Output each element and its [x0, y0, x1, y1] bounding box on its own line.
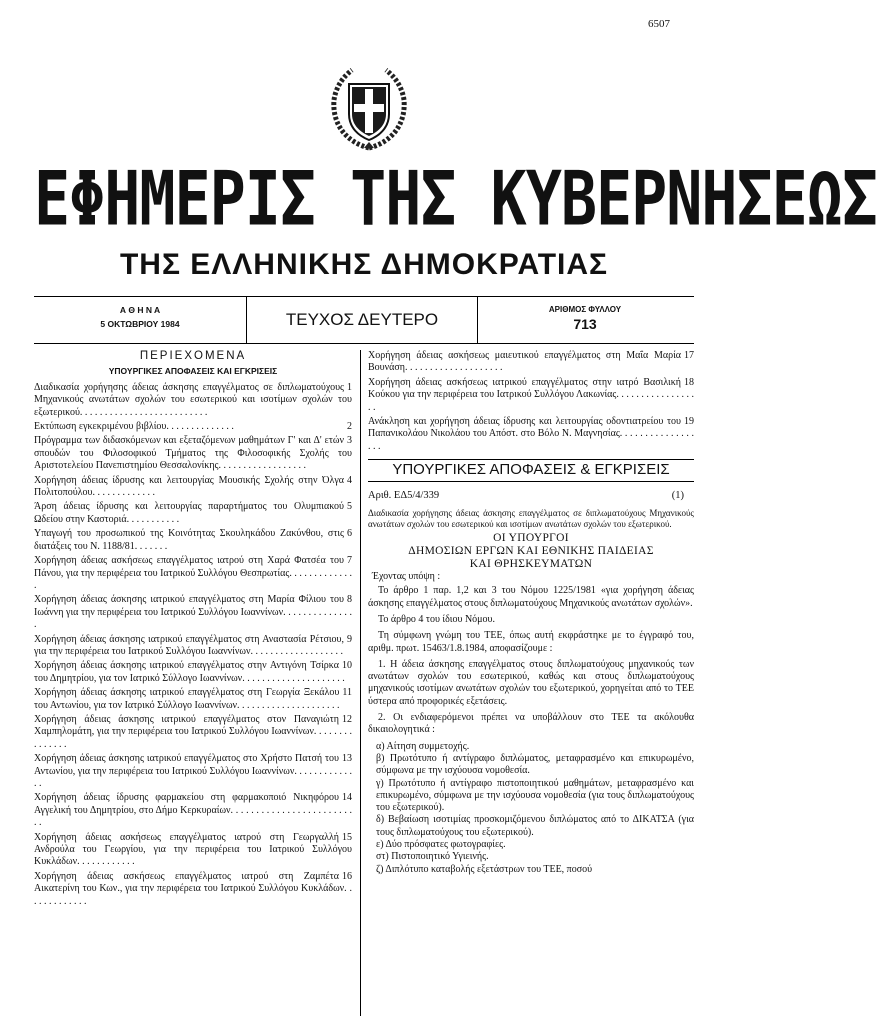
contents-entry — [34, 501, 352, 526]
sheet-label: ΑΡΙΘΜΟΣ ΦΥΛΛΟΥ — [548, 305, 622, 314]
issue-volume: ΤΕΥΧΟΣ ΔΕΥΤΕΡΟ — [246, 297, 478, 343]
issue-date: 5 ΟΚΤΩΒΡΙΟΥ 1984 — [100, 319, 180, 329]
contents-entry-text: Άρση άδειας ίδρυσης και λειτουργίας παραρτήματος του Ολυμπιακού Ωδείου στην Καστοριά. . . . . . . . . . . — [34, 501, 344, 525]
gazette-subtitle: ΤΗΣ ΕΛΛΗΝΙΚΗΣ ΔΗΜΟΚΡΑΤΙΑΣ — [119, 248, 609, 281]
contents-subheading: ΥΠΟΥΡΓΙΚΕΣ ΑΠΟΦΑΣΕΙΣ ΚΑΙ ΕΓΚΡΙΣΕΙΣ — [108, 366, 278, 377]
page-number: 6507 — [648, 18, 670, 30]
requirement-item: α) Αίτηση συμμετοχής. — [376, 740, 470, 752]
coat-of-arms-emblem — [324, 62, 414, 154]
contents-entry — [34, 382, 352, 419]
decision-index: (1) — [671, 489, 684, 501]
contents-entry-number: 14 — [342, 792, 352, 804]
contents-entry — [34, 660, 352, 685]
contents-entry-number: 18 — [684, 376, 694, 388]
contents-entry — [34, 792, 352, 829]
requirement-item: δ) Βεβαίωση ισοτιμίας προσκομιζόμενου διπλώματος από το ΔΙΚΑΤΣΑ (για τους διπλωματούχους του εξωτερικού). — [376, 814, 694, 838]
contents-entry — [34, 634, 352, 659]
sheet-number: 713 — [573, 316, 597, 332]
contents-entry — [34, 421, 352, 433]
contents-entry-text: Χορήγηση άδειας άσκησης ιατρικού επαγγέλματος στον Παναγιώτη Χαμπηλομάτη, για την περιφέρεια του Ιατρικού Συλλόγου Ιωαννίνων. . . . . . . . . . . . . . . — [34, 713, 352, 750]
ministers-line-3: ΚΑΙ ΘΡΗΣΚΕΥΜΑΤΩΝ — [469, 558, 593, 571]
contents-entry-text: Εκτύπωση εγκεκριμένου βιβλίου. . . . . . . . . . . . . . — [34, 421, 234, 433]
contents-entry-number: 7 — [347, 555, 352, 567]
contents-entry-number: 2 — [347, 421, 352, 433]
contents-entry-number: 16 — [342, 870, 352, 882]
contents-entry-number: 8 — [347, 594, 352, 606]
contents-list — [34, 382, 352, 908]
contents-entry — [34, 871, 352, 908]
requirement-item: γ) Πρωτότυπο ή αντίγραφο πιστοποιητικού μαθημάτων, μεταφρασμένο και επικυρωμένο, σύμφωνα με την ισχύουσα νομοθεσία (για τους διπλωματούχους του εξωτερικού). — [376, 777, 694, 814]
contents-list-continued — [368, 350, 694, 453]
contents-entry-text: Χορήγηση άδειας ασκήσεως μαιευτικού επαγγέλματος στη Μαΐα Μαρία Βουνάση. . . . . . . . . . . . . . . . . . . . — [368, 350, 681, 374]
contents-entry-text: Χορήγηση άδειας άσκησης ιατρικού επαγγέλματος στη Αναστασία Ρέτσιου, για την περιφέρεια του Ιατρικού Συλλόγου Ιωαννίνων. . . . . . . . . . . . . . . . . . . — [34, 633, 344, 657]
contents-entry — [34, 528, 352, 553]
contents-entry — [34, 714, 352, 751]
contents-entry-number: 6 — [347, 528, 352, 540]
contents-entry-text: Χορήγηση άδειας ασκήσεως ιατρικού επαγγέλματος στην ιατρό Βασιλική Κούκου για την περιφέρεια του Ιατρικού Συλλόγου Λακωνίας. . . . . . . . . . . . . . . . . . — [368, 376, 694, 413]
ministers-line-2: ΔΗΜΟΣΙΩΝ ΕΡΓΩΝ ΚΑΙ ΕΘΝΙΚΗΣ ΠΑΙΔΕΙΑΣ — [408, 545, 654, 558]
requirement-item: β) Πρωτότυπο ή αντίγραφο διπλώματος, μεταφρασμένο και επικυρωμένο, σύμφωνα με την ισχύουσα νομοθεσία. — [376, 752, 694, 777]
contents-entry — [34, 555, 352, 592]
contents-entry-number: 19 — [684, 416, 694, 428]
contents-entry-text: Χορήγηση άδειας άσκησης ιατρικού επαγγέλματος στη Γεωργία Ξεκάλου του Αντωνίου, για τον Ιατρικό Σύλλογο Ιωαννίνων. . . . . . . . . . . . . . . . . . . . . — [34, 687, 340, 711]
issue-header — [34, 296, 694, 344]
decision-paragraph-5: 2. Οι ενδιαφερόμενοι πρέπει να υποβάλλουν στο ΤΕΕ τα ακόλουθα δικαιολογητικά : — [368, 712, 694, 736]
contents-entry — [34, 594, 352, 631]
contents-entry — [34, 435, 352, 472]
decision-summary: Διαδικασία χορήγησης άδειας άσκησης επαγγέλματος σε διπλωματούχους Μηχανικούς ανωτάτων σχολών του εσωτερικού και ισοτίμων ανωτάτων σχολών του εξωτερικού. — [368, 508, 694, 530]
contents-entry-text: Χορήγηση άδειας άσκησης ιατρικού επαγγέλματος στο Χρήστο Πατσή του Αντωνίου, για την περιφέρεια του Ιατρικού Συλλόγου Ιωαννίνων. . . . . . . . . . . . . . — [34, 753, 352, 789]
gazette-title: ΕΦΗΜΕΡΙΣ ΤΗΣ ΚΥΒΕΡΝΗΣΕΩΣ — [34, 155, 877, 243]
contents-heading: ΠΕΡΙΕΧΟΜΕΝΑ — [139, 350, 247, 362]
contents-entry-number: 13 — [342, 753, 352, 765]
contents-entry — [368, 416, 694, 453]
contents-entry-text: Χορήγηση άδειας ίδρυσης και λειτουργίας Μουσικής Σχολής στην Όλγα Πολιτοπούλου. . . . . . . . . . . . . — [34, 474, 344, 499]
contents-entry-number: 5 — [347, 501, 352, 513]
contents-entry-number: 9 — [347, 633, 352, 645]
contents-entry-text: Διαδικασία χορήγησης άδειας άσκησης επαγγέλματος σε διπλωματούχους Μηχανικούς ανωτάτων σχολών του εσωτερικού και ισοτίμων σχολών του εξωτερικού. . . . . . . . . . . . . . . . . . . . . . . . . . — [34, 381, 352, 418]
issue-city: Α Θ Η Ν Α — [119, 305, 161, 315]
decision-paragraph-1: Το άρθρο 1 παρ. 1,2 και 3 του Νόμου 1225/1981 «για χορήγηση άδειας άσκησης επαγγέλματος στους διπλωματούχους Μηχανικούς ανωτάτων σχολών». — [368, 585, 694, 609]
decision-paragraph-4: 1. Η άδεια άσκησης επαγγέλματος στους διπλωματούχους μηχανικούς των ανωτάτων σχολών του εσωτερικού, καθώς και στους διπλωματούχους μηχανικούς ισοτίμων ανωτάτων σχολών του εξωτερικού, χορηγείται από το ΤΕΕ ύστερα από προφορικές εξετάσεις. — [368, 658, 694, 707]
requirement-item: ε) Δύο πρόσφατες φωτογραφίες. — [376, 839, 506, 850]
contents-entry-number: 17 — [684, 350, 694, 361]
contents-entry — [34, 687, 352, 712]
contents-entry-number: 12 — [342, 713, 352, 725]
contents-entry-text: Πρόγραμμα των διδασκόμενων και εξεταζόμενων μαθημάτων Γ' και Δ' ετών σπουδών του Φιλοσοφικού Τμήματος της Φιλοσοφικής Σχολής του Αριστοτελείου Πανεπιστημίου Θεσσαλονίκης. . . . . . . . . . . . . . . . . . — [34, 435, 352, 472]
contents-entry-text: Υπαγωγή του προσωπικού της Κοινότητας Σκουληκάδου Ζακύνθου, στις διατάξεις του Ν. 1188/81. . . . . . . — [34, 528, 344, 552]
contents-entry-text: Χορήγηση άδειας ασκήσεως επαγγέλματος ιατρού στη Χαρά Φατσέα του Πάνου, για την περιφέρεια του Ιατρικού Συλλόγου Θεσπρωτίας. . . . . . . . . . . . . . — [34, 555, 352, 591]
contents-entry — [368, 377, 694, 414]
decision-number — [368, 490, 694, 502]
section-heading: ΥΠΟΥΡΓΙΚΕΣ ΑΠΟΦΑΣΕΙΣ & ΕΓΚΡΙΣΕΙΣ — [368, 459, 694, 481]
having-regard: Έχοντας υπόψη : — [372, 571, 441, 583]
contents-entry-text: Χορήγηση άδειας ασκήσεως επαγγέλματος ιατρού στη Ζαμπέτα Αικατερίνη του Κων., για την περιφέρεια του Ιατρικού Συλλόγου Κυκλάδων. . . . . . . . . . . . . — [34, 870, 352, 907]
contents-entry-number: 15 — [342, 831, 352, 843]
requirement-item: ζ) Διπλότυπο καταβολής εξετάστρων του ΤΕΕ, ποσού — [376, 863, 593, 875]
contents-column — [34, 350, 352, 910]
contents-entry-number: 1 — [347, 381, 352, 393]
decision-paragraph-3: Τη σύμφωνη γνώμη του ΤΕΕ, όπως αυτή εκφράστηκε με το έγγραφό του, αριθμ. πρωτ. 15463/1.8.1984, αποφασίζουμε : — [368, 630, 694, 654]
contents-entry-text: Χορήγηση άδειας ασκήσεως επαγγέλματος ιατρού στη Γεωργαλλή Ανδρούλα του Γεωργίου, για την περιφέρεια του Ιατρικού Συλλόγου Κυκλάδων. . . . . . . . . . . . — [34, 831, 352, 868]
contents-entry-number: 4 — [347, 474, 352, 486]
contents-entry-text: Χορήγηση άδειας ίδρυσης φαρμακείου στη φαρμακοποιό Νικηφόρου Αγγελική του Δημητρίου, στο Δήμο Κερκυραίων. . . . . . . . . . . . . . . . . . . . . . . . . . — [34, 792, 352, 829]
contents-entry-text: Χορήγηση άδειας άσκησης ιατρικού επαγγέλματος στη Μαρία Φίλιου του Ιωάννη για την περιφέρεια του Ιατρικού Συλλόγου Ιωαννίνων. . . . . . . . . . . . . . . — [34, 594, 352, 631]
decision-ref: Αριθ. ΕΔ5/4/339 — [368, 489, 440, 501]
contents-entry-text: Ανάκληση και χορήγηση άδειας ίδρυσης και λειτουργίας οδοντιατρείου του Παπανικολάου Νικολάου του Απόστ. στο Βόλο Ν. Μαγνησίας. . . . . . . . . . . . . . . . . . — [368, 416, 694, 452]
contents-entry — [34, 475, 352, 500]
ministers-line-1: ΟΙ ΥΠΟΥΡΓΟΙ — [493, 532, 569, 545]
contents-entry-number: 11 — [342, 687, 352, 699]
issue-sheet — [476, 303, 694, 331]
contents-entry — [34, 832, 352, 869]
column-divider — [360, 350, 361, 1016]
requirements-list — [368, 741, 694, 876]
contents-entry-text: Χορήγηση άδειας άσκησης ιατρικού επαγγέλματος στην Αντιγόνη Τσίρκα του Δημητρίου, για τον Ιατρικό Σύλλογο Ιωαννίνων. . . . . . . . . . . . . . . . . . . . . — [34, 660, 345, 684]
contents-entry — [34, 753, 352, 790]
contents-entry-number: 10 — [342, 660, 352, 672]
contents-entry-number: 3 — [347, 435, 352, 447]
contents-entry — [368, 350, 694, 375]
decision-paragraph-2: Το άρθρο 4 του ίδιου Νόμου. — [378, 613, 495, 625]
issue-place-date — [34, 303, 246, 331]
decisions-column — [368, 350, 694, 876]
requirement-item: στ) Πιστοποιητικό Υγιεινής. — [376, 851, 489, 863]
